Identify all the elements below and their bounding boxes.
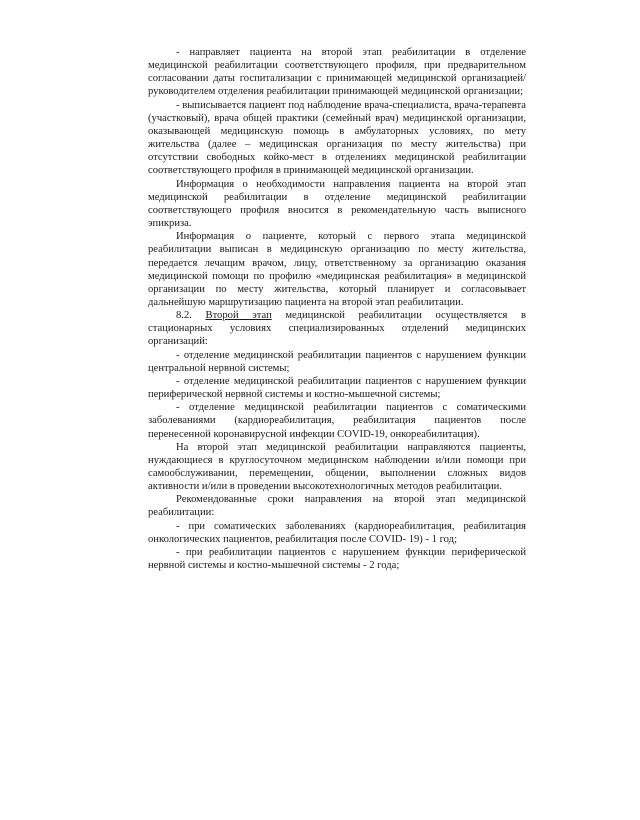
list-item-cns: - отделение медицинской реабилитации пациентов с нарушением функции центральной нервной системы; xyxy=(148,349,526,374)
list-item-pns: - отделение медицинской реабилитации пациентов с нарушением функции периферической нервной системы и костно-мышечной системы; xyxy=(148,375,526,401)
list-item-term-somatic: - при соматических заболеваниях (кардиореабилитация, реабилитация онкологических пациентов, реабилитация после COVID- 19) - 1 год; xyxy=(148,520,526,545)
paragraph-info-referral: Информация о необходимости направления пациента на второй этап медицинской реабилитации в отделение медицинской реабилитации соответствующего профиля вносится в рекомендательную часть выписного эпикриза. xyxy=(148,178,526,230)
paragraph-referral: - направляет пациента на второй этап реабилитации в отделение медицинской реабилитации соответствующего профиля, при предварительном согласовании даты госпитализации с принимающей медицинской организацией/руководителем отделения реабилитации принимающей медицинской организации; xyxy=(148,47,526,98)
paragraph-discharge: - выписывается пациент под наблюдение врача-специалиста, врача-терапевта (участковый), врача общей практики (семейный врач) медицинской организации, оказывающей медицинскую помощь в амбулаторных условиях, по мету жительства (далее – медицинская организация по месту жительства) при отсутствии свободных койко-мест в отделениях медицинской реабилитации соответствующего профиля в принимающей медицинской организации. xyxy=(148,99,526,177)
section-underlined-term: Второй этап xyxy=(205,310,272,322)
section-8-2 xyxy=(148,309,526,348)
paragraph-info-patient: Информация о пациенте, который с первого этапа медицинской реабилитации выписан в медицинскую организацию по месту жительства, передается лечащим врачом, лицу, ответственному за организацию оказания медицинской помощи по профилю «медицинская реабилитация» в медицинской организации по месту жительства, который планирует и согласовывает дальнейшую маршрутизацию пациента на второй этап реабилитации. xyxy=(148,231,526,308)
document-page xyxy=(148,46,526,572)
section-text: медицинской реабилитации осуществляется в стационарных условиях специализированных отделений медицинских организаций: xyxy=(148,310,526,348)
paragraph-recommended-terms: Рекомендованные сроки направления на второй этап медицинской реабилитации: xyxy=(148,494,526,519)
list-item-somatic: - отделение медицинской реабилитации пациентов с соматическими заболеваниями (кардиореабилитация, реабилитация пациентов после перенесенной коронавирусной инфекции COVID-19, онкореабилитация). xyxy=(148,402,526,440)
paragraph-second-stage: На второй этап медицинской реабилитации направляются пациенты, нуждающиеся в круглосуточном медицинском наблюдении и/или помощи при самообслуживании, перемещении, общении, выполнении сложных видов активности и/или в проведении высокотехнологичных методов реабилитации. xyxy=(148,441,526,493)
section-number: 8.2. xyxy=(176,310,192,322)
list-item-term-pns: - при реабилитации пациентов с нарушением функции периферической нервной системы и костно-мышечной системы - 2 года; xyxy=(148,546,526,572)
